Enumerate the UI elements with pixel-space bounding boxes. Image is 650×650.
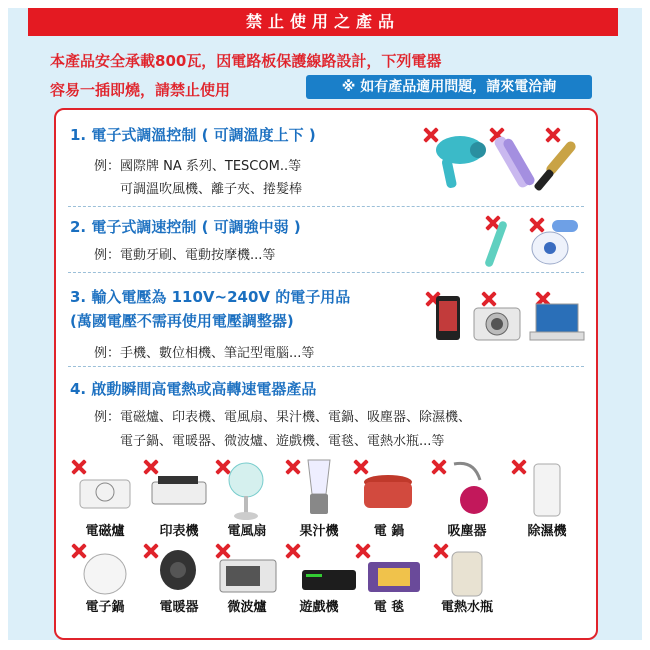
electric-toothbrush-icon — [476, 214, 516, 270]
mobile-phone-icon — [436, 296, 462, 342]
section-4-line-1: 例：電磁爐、印表機、電風扇、果汁機、電鍋、吸塵器、除濕機、 — [94, 410, 472, 425]
section-1-title: 1. 電子式調溫控制 ( 可調溫度上下 ) — [70, 126, 316, 144]
electric-fan-icon — [224, 462, 268, 520]
section-divider — [68, 206, 584, 207]
game-console-icon — [300, 564, 358, 594]
vacuum-cleaner-icon — [444, 460, 494, 518]
electric-kettle-icon — [446, 546, 486, 600]
appliance-label: 電子鍋 — [85, 600, 125, 615]
dehumidifier-icon — [532, 462, 562, 518]
prohibited-cross-icon — [510, 458, 528, 476]
contact-notice: ※ 如有產品適用問題，請來電洽詢 — [306, 75, 592, 99]
section-1-line-1: 例：國際牌 NA 系列、TESCOM..等 — [94, 159, 302, 174]
printer-icon — [148, 472, 208, 508]
curling-iron-icon — [534, 138, 584, 194]
hair-dryer-icon — [434, 132, 486, 190]
rice-cooker-icon — [360, 472, 416, 512]
prohibited-cross-icon — [284, 542, 302, 560]
appliance-label: 電熱水瓶 — [440, 600, 493, 615]
appliance-label: 除濕機 — [527, 524, 567, 539]
section-3-line-1: 例：手機、數位相機、筆記型電腦...等 — [94, 346, 315, 361]
appliance-label: 電風扇 — [227, 524, 267, 539]
appliance-label: 電暖器 — [159, 600, 199, 615]
appliance-label: 果汁機 — [299, 524, 339, 539]
electric-heater-icon — [158, 548, 198, 598]
appliance-label: 電磁爐 — [85, 524, 125, 539]
prohibited-items-card — [54, 108, 598, 640]
electric-blanket-icon — [366, 560, 422, 594]
prohibited-cross-icon — [354, 542, 372, 560]
electric-rice-cooker-icon — [82, 550, 128, 596]
appliance-label: 電 毯 — [373, 600, 405, 615]
appliance-label: 印表機 — [159, 524, 199, 539]
section-4-line-2: 電子鍋、電暖器、微波爐、遊戲機、電毯、電熱水瓶...等 — [120, 434, 445, 449]
appliance-label: 遊戲機 — [299, 600, 339, 615]
hair-straightener-icon — [494, 134, 534, 194]
appliance-label: 微波爐 — [227, 600, 267, 615]
intro-line-2: 容易一插即燒，請禁止使用 — [50, 81, 231, 99]
induction-cooker-icon — [78, 470, 132, 510]
intro-line-1: 本產品安全承載800瓦，因電路板保護線路設計，下列電器 — [50, 52, 442, 70]
page-title-banner: 禁止使用之產品 — [28, 8, 618, 36]
blender-icon — [304, 458, 334, 518]
section-divider — [68, 272, 584, 273]
appliance-label: 吸塵器 — [447, 524, 487, 539]
microwave-icon — [218, 558, 278, 594]
section-3-title: 3. 輸入電壓為 110V~240V 的電子用品 — [70, 288, 351, 306]
section-divider — [68, 366, 584, 367]
section-4-title: 4. 啟動瞬間高電熱或高轉速電器產品 — [70, 380, 317, 398]
digital-camera-icon — [472, 304, 522, 342]
appliance-label: 電 鍋 — [373, 524, 405, 539]
massager-icon — [524, 214, 582, 270]
laptop-icon — [530, 304, 584, 344]
prohibited-cross-icon — [284, 458, 302, 476]
section-2-title: 2. 電子式調速控制 ( 可調強中弱 ) — [70, 218, 301, 236]
section-3-subtitle: (萬國電壓不需再使用電壓調整器) — [70, 312, 294, 330]
section-2-line-1: 例：電動牙刷、電動按摩機...等 — [94, 248, 276, 263]
section-1-line-2: 可調溫吹風機、離子夾、捲髮棒 — [120, 182, 303, 197]
